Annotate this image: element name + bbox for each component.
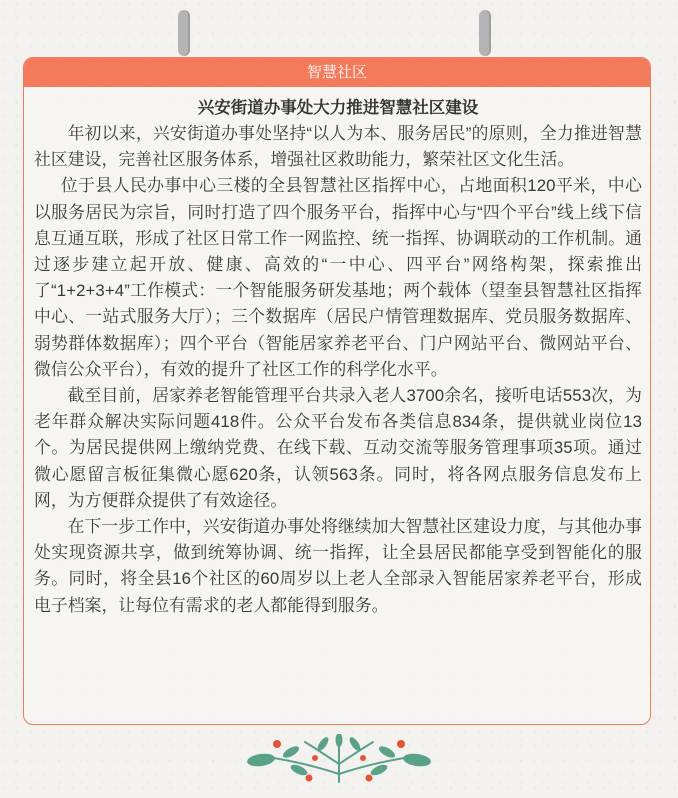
binder-pin-right [479, 10, 491, 56]
article-paragraph: 位于县人民办事中心三楼的全县智慧社区指挥中心，占地面积120平米，中心以服务居民为宗旨，同时打造了四个服务平台，指挥中心与“四个平台”线上线下信息互通互联，形成了社区日常工作一网监控、统一指挥、协调联动的工作机制。通过逐步建立起开放、健康、高效的“一中心、四平台”网络构架，探索推出了“1+2+3+4”工作模式：一个智能服务研发基地；两个载体（望奎县智慧社区指挥中心、一站式服务大厅）；三个数据库（居民户情管理数据库、党员服务数据库、弱势群体数据库）；四个平台（智能居家养老平台、门户网站平台、微网站平台、微信公众平台），有效的提升了社区工作的科学化水平。 [34, 176, 642, 379]
binder-pin-left [178, 10, 190, 56]
article-paragraph: 在下一步工作中，兴安街道办事处将继续加大智慧社区建设力度，与其他办事处实现资源共享，做到统筹协调、统一指挥，让全县居民都能享受到智能化的服务。同时，将全县16个社区的60周岁以上老人全部录入智能居家养老平台，形成电子档案，让每位有需求的老人都能得到服务。 [34, 517, 642, 615]
article-paragraph: 年初以来，兴安街道办事处坚持“以人为本、服务居民”的原则，全力推进智慧社区建设，完善社区服务体系，增强社区救助能力，繁荣社区文化生活。 [34, 124, 642, 170]
card-header-label: 智慧社区 [306, 64, 367, 81]
floral-divider-icon [239, 734, 439, 786]
article-card [23, 57, 651, 725]
article-title: 兴安街道办事处大力推进智慧社区建设 [197, 99, 479, 117]
article-body [24, 87, 650, 619]
card-header [24, 58, 650, 87]
article-paragraph: 截至目前，居家养老智能管理平台共录入老人3700余名，接听电话553次，为老年群众解决实际问题418件。公众平台发布各类信息834条，提供就业岗位13个。为居民提供网上缴纳党费、在线下载、互动交流等服务管理事项35项。通过微心愿留言板征集微心愿620条，认领563条。同时，将各网点服务信息发布上网，为方便群众提供了有效途径。 [34, 386, 642, 510]
